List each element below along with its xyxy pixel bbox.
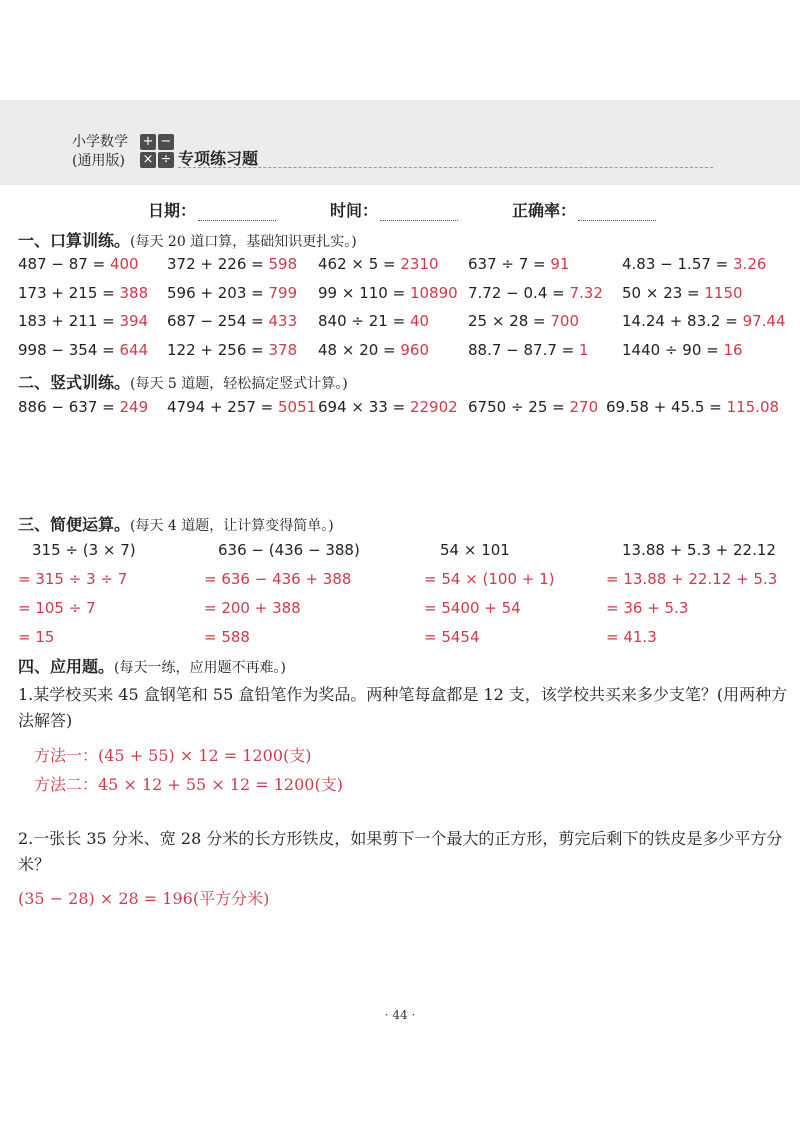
mental-math-item xyxy=(622,341,743,359)
question-text: 7.72 − 0.4 = xyxy=(468,284,570,302)
simplify-step: = 5454 xyxy=(424,628,480,646)
section-4-title: 四、应用题。 xyxy=(18,657,115,676)
question-text: 14.24 + 83.2 = xyxy=(622,312,743,330)
answer-text: 3.26 xyxy=(733,255,767,273)
mental-math-item xyxy=(18,284,148,302)
vertical-calc-item xyxy=(167,398,316,416)
meta-row xyxy=(0,198,800,222)
question-text: 122 + 256 = xyxy=(167,341,269,359)
vertical-calc-item xyxy=(318,398,458,416)
simplify-step: = 15 xyxy=(18,628,55,646)
simplify-step: = 13.88 + 22.12 + 5.3 xyxy=(606,570,778,588)
mental-math-item xyxy=(167,341,297,359)
answer-text: 91 xyxy=(550,255,570,273)
accuracy-label: 正确率： xyxy=(512,201,577,220)
mental-math-item xyxy=(318,312,429,330)
divide-icon: ÷ xyxy=(158,152,174,168)
answer-text: 40 xyxy=(409,312,430,330)
answer-text: 249 xyxy=(119,398,149,416)
answer-text: 5051 xyxy=(278,398,317,416)
question-text: 840 ÷ 21 = xyxy=(318,312,410,330)
question-text: 886 − 637 = xyxy=(18,398,120,416)
answer-text: 115.08 xyxy=(726,398,780,416)
simplify-step: = 41.3 xyxy=(606,628,657,646)
section-4-note: (每天一练，应用题不再难。) xyxy=(114,660,286,676)
time-blank[interactable] xyxy=(380,202,458,221)
vertical-calc-item xyxy=(468,398,598,416)
simplify-question: 54 × 101 xyxy=(440,541,510,559)
question-text: 998 − 354 = xyxy=(18,341,120,359)
answer-text: 1150 xyxy=(704,284,743,302)
brand-label xyxy=(72,133,128,171)
question-text: 462 × 5 = xyxy=(318,255,401,273)
mental-math-item xyxy=(468,284,603,302)
question-text: 6750 ÷ 25 = xyxy=(468,398,570,416)
question-text: 173 + 215 = xyxy=(18,284,120,302)
date-field xyxy=(148,198,276,221)
plus-icon: + xyxy=(140,134,156,150)
question-text: 596 + 203 = xyxy=(167,284,269,302)
question-text: 99 × 110 = xyxy=(318,284,410,302)
date-label: 日期： xyxy=(148,201,197,220)
problem-1-method-2: 方法二：45 × 12 + 55 × 12 = 1200(支) xyxy=(34,775,343,794)
page-number: · 44 · xyxy=(384,1008,416,1022)
section-2-heading xyxy=(18,370,348,393)
answer-text: 7.32 xyxy=(569,284,603,302)
simplify-step: = 315 ÷ 3 ÷ 7 xyxy=(18,570,128,588)
vertical-calc-item xyxy=(606,398,779,416)
question-text: 694 × 33 = xyxy=(318,398,410,416)
header-divider xyxy=(178,167,713,168)
accuracy-field xyxy=(512,198,656,221)
mental-math-item xyxy=(167,255,297,273)
simplify-step: = 105 ÷ 7 xyxy=(18,599,96,617)
section-1-note: (每天 20 道口算，基础知识更扎实。) xyxy=(130,234,357,250)
answer-text: 433 xyxy=(268,312,298,330)
mental-math-item xyxy=(167,312,297,330)
problem-2-answer: (35 − 28) × 28 = 196(平方分米) xyxy=(18,889,270,908)
answer-text: 394 xyxy=(119,312,149,330)
section-1-heading xyxy=(18,228,357,251)
question-text: 88.7 − 87.7 = xyxy=(468,341,580,359)
question-text: 183 + 211 = xyxy=(18,312,120,330)
simplify-step: = 5400 + 54 xyxy=(424,599,521,617)
mental-math-item xyxy=(18,312,148,330)
section-1-title: 一、口算训练。 xyxy=(18,231,131,250)
mental-math-item xyxy=(318,284,458,302)
section-2-title: 二、竖式训练。 xyxy=(18,373,131,392)
problem-1-method-1: 方法一：(45 + 55) × 12 = 1200(支) xyxy=(34,746,312,765)
question-text: 4.83 − 1.57 = xyxy=(622,255,734,273)
series-title: 专项练习题 xyxy=(178,149,259,168)
brand-line-1: 小学数学 xyxy=(72,134,128,150)
simplify-step: = 54 × (100 + 1) xyxy=(424,570,555,588)
section-3-heading xyxy=(18,512,334,535)
question-text: 687 − 254 = xyxy=(167,312,269,330)
word-problem-2: 2.一张长 35 分米、宽 28 分米的长方形铁皮，如果剪下一个最大的正方形，剪完后剩下的铁皮是多少平方分米？ xyxy=(18,829,783,874)
simplify-step: = 36 + 5.3 xyxy=(606,599,689,617)
section-3-note: (每天 4 道题，让计算变得简单。) xyxy=(130,518,334,534)
question-text: 50 × 23 = xyxy=(622,284,705,302)
mental-math-item xyxy=(18,255,139,273)
question-text: 25 × 28 = xyxy=(468,312,551,330)
simplify-question: 13.88 + 5.3 + 22.12 xyxy=(622,541,776,559)
answer-text: 16 xyxy=(723,341,743,359)
answer-text: 700 xyxy=(550,312,580,330)
answer-text: 799 xyxy=(268,284,298,302)
mental-math-item xyxy=(167,284,297,302)
accuracy-blank[interactable] xyxy=(578,202,656,221)
mental-math-item xyxy=(622,255,766,273)
times-icon: × xyxy=(140,152,156,168)
answer-text: 270 xyxy=(569,398,599,416)
section-2-note: (每天 5 道题，轻松搞定竖式计算。) xyxy=(130,376,348,392)
operators-icon xyxy=(140,134,174,168)
mental-math-item xyxy=(468,341,589,359)
mental-math-item xyxy=(622,312,786,330)
brand-line-2: (通用版) xyxy=(72,153,125,169)
simplify-step: = 636 − 436 + 388 xyxy=(204,570,352,588)
mental-math-item xyxy=(622,284,743,302)
mental-math-item xyxy=(18,341,148,359)
date-blank[interactable] xyxy=(198,202,276,221)
section-4-heading xyxy=(18,654,286,677)
question-text: 372 + 226 = xyxy=(167,255,269,273)
question-text: 69.58 + 45.5 = xyxy=(606,398,727,416)
mental-math-item xyxy=(318,255,439,273)
question-text: 4794 + 257 = xyxy=(167,398,279,416)
vertical-calc-item xyxy=(18,398,148,416)
simplify-question: 315 ÷ (3 × 7) xyxy=(32,541,136,559)
question-text: 48 × 20 = xyxy=(318,341,401,359)
answer-text: 22902 xyxy=(409,398,458,416)
answer-text: 1 xyxy=(579,341,589,359)
word-problem-1: 1.某学校买来 45 盒钢笔和 55 盒铅笔作为奖品。两种笔每盒都是 12 支，该学校共买来多少支笔？(用两种方法解答) xyxy=(18,685,788,730)
mental-math-item xyxy=(318,341,429,359)
time-field xyxy=(330,198,458,221)
minus-icon: − xyxy=(158,134,174,150)
answer-text: 598 xyxy=(268,255,298,273)
question-text: 637 ÷ 7 = xyxy=(468,255,551,273)
answer-text: 644 xyxy=(119,341,149,359)
answer-text: 10890 xyxy=(409,284,458,302)
question-text: 487 − 87 = xyxy=(18,255,110,273)
answer-text: 388 xyxy=(119,284,149,302)
answer-text: 97.44 xyxy=(742,312,786,330)
time-label: 时间： xyxy=(330,201,379,220)
answer-text: 378 xyxy=(268,341,298,359)
question-text: 1440 ÷ 90 = xyxy=(622,341,724,359)
answer-text: 960 xyxy=(400,341,430,359)
simplify-step: = 200 + 388 xyxy=(204,599,301,617)
section-3-title: 三、简便运算。 xyxy=(18,515,131,534)
simplify-step: = 588 xyxy=(204,628,250,646)
mental-math-item xyxy=(468,255,569,273)
answer-text: 2310 xyxy=(400,255,439,273)
mental-math-item xyxy=(468,312,579,330)
simplify-question: 636 − (436 − 388) xyxy=(218,541,360,559)
answer-text: 400 xyxy=(109,255,139,273)
